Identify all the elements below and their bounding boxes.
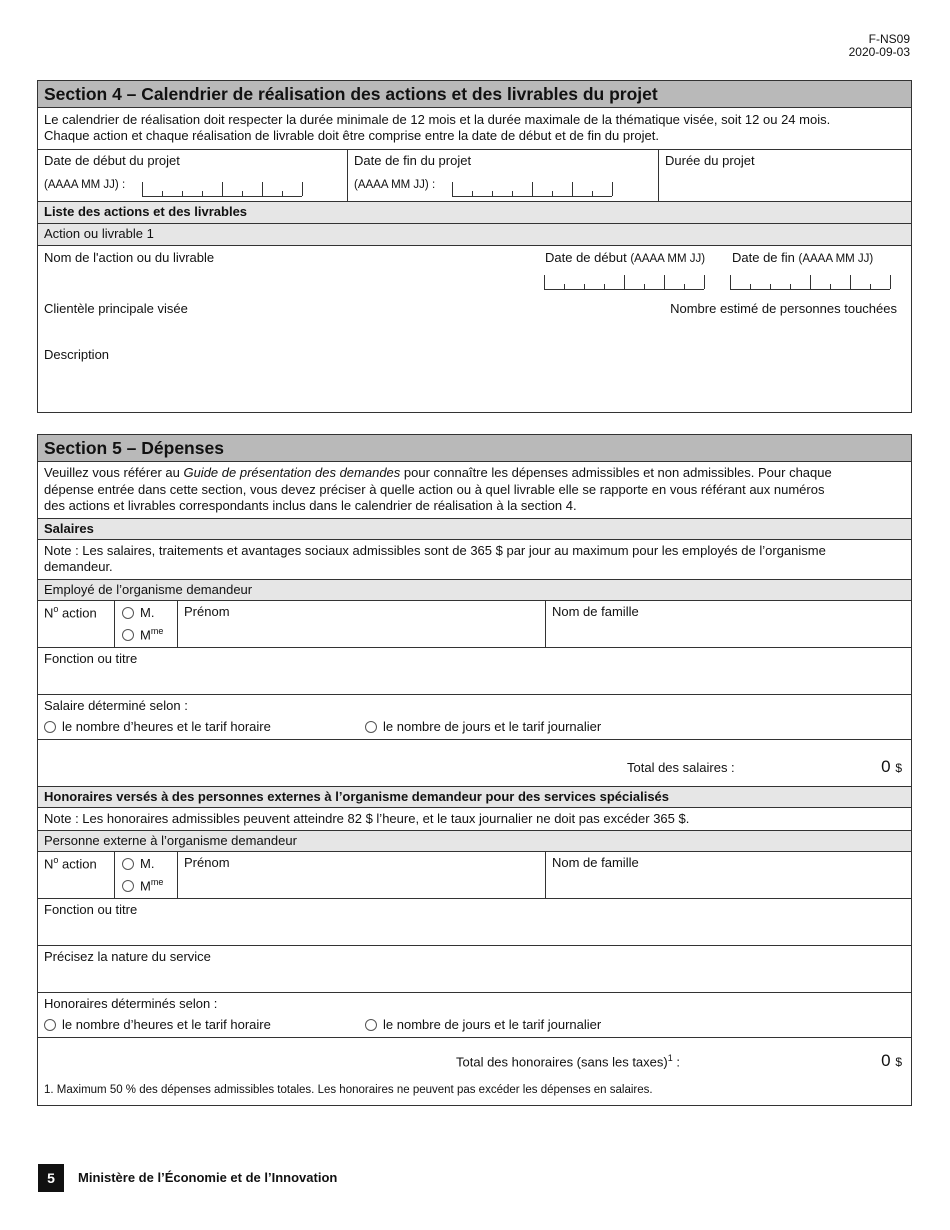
mrs-sup: me [150, 626, 164, 636]
action-end-label [732, 250, 873, 265]
intro-line-1 [44, 465, 905, 482]
no-label: N [44, 605, 54, 621]
action-name-label: Nom de l'action ou du livrable [44, 250, 215, 265]
footnote: 1. Maximum 50 % des dépenses admissibles totales. Les honoraires ne peuvent pas excéder les dépenses en salaires. [44, 1084, 653, 1096]
end-date-label: Date de fin du projet [354, 153, 472, 168]
action-1-heading: Action ou livrable 1 [38, 224, 911, 246]
start-date-format: (AAAA MM JJ) : [44, 179, 126, 191]
radio-icon[interactable] [122, 629, 134, 641]
salary-hours-option[interactable] [44, 719, 271, 734]
hours-label: le nombre d’heures et le tarif horaire [62, 1017, 271, 1032]
total-fees-colon: : [672, 1054, 680, 1070]
employee-name-row [38, 601, 911, 648]
hours-label: le nombre d’heures et le tarif horaire [62, 719, 271, 734]
total-salaries-number: 0 [881, 757, 891, 776]
description-label: Description [44, 347, 110, 362]
mr-label: M. [140, 605, 155, 620]
days-label: le nombre de jours et le tarif journalier [383, 1017, 602, 1032]
radio-icon[interactable] [365, 721, 377, 733]
days-label: le nombre de jours et le tarif journalier [383, 719, 602, 734]
employee-function-label: Fonction ou titre [44, 651, 138, 666]
radio-icon[interactable] [44, 1019, 56, 1031]
section-4-title: Section 4 – Calendrier de réalisation des actions et des livrables du projet [38, 81, 911, 108]
duration-label: Durée du projet [665, 153, 755, 168]
service-row[interactable] [38, 946, 911, 993]
intro-line-2: Chaque action et chaque réalisation de livrable doit être comprise entre la date de début et de fin du projet. [44, 128, 660, 143]
form-header [849, 33, 910, 59]
section-5-intro [38, 462, 911, 519]
total-salaries-value [881, 757, 902, 777]
salaries-note-line-2: demandeur. [44, 559, 113, 574]
fees-heading: Honoraires versés à des personnes externes à l’organisme demandeur pour des services spécialisés [38, 787, 911, 808]
intro-guide: Guide de présentation des demandes [183, 465, 401, 480]
section-5 [37, 434, 912, 1106]
intro-post: pour connaître les dépenses admissibles et non admissibles. Pour chaque [400, 465, 832, 480]
intro-line-3: des actions et livrables correspondants inclus dans le calendrier de réalisation à la section 4. [44, 498, 577, 513]
external-last-name-label: Nom de famille [552, 855, 639, 870]
intro-pre: Veuillez vous référer au [44, 465, 184, 480]
no-sup: o [53, 604, 59, 614]
action-start-format: (AAAA MM JJ) [630, 253, 706, 265]
employee-first-name-label: Prénom [184, 604, 230, 619]
form-code: F-NS09 [868, 32, 910, 46]
project-dates-row [38, 150, 911, 202]
page-number: 5 [38, 1164, 64, 1192]
total-fees-sup: 1 [667, 1053, 673, 1063]
total-salaries-row [38, 740, 911, 787]
external-function-row[interactable] [38, 899, 911, 946]
employee-action-number-label [44, 604, 97, 620]
salary-basis-row [38, 695, 911, 740]
mrs-sup: me [150, 877, 164, 887]
radio-icon[interactable] [122, 880, 134, 892]
salary-days-option[interactable] [365, 719, 601, 734]
salary-basis-label: Salaire déterminé selon : [44, 698, 188, 713]
end-date-input[interactable] [452, 182, 612, 197]
total-fees-text: Total des honoraires (sans les taxes) [456, 1054, 668, 1070]
action-start-input[interactable] [544, 275, 704, 290]
external-name-row [38, 852, 911, 899]
ministry-name: Ministère de l’Économie et de l’Innovation [78, 1170, 338, 1185]
fees-basis-label: Honoraires déterminés selon : [44, 996, 218, 1011]
section-4-intro [38, 108, 911, 150]
external-heading: Personne externe à l’organisme demandeur [38, 831, 911, 852]
currency: $ [895, 761, 902, 775]
client-label: Clientèle principale visée [44, 301, 188, 316]
section-4 [37, 80, 912, 413]
external-first-name-label: Prénom [184, 855, 230, 870]
start-date-input[interactable] [142, 182, 302, 197]
mr-label: M. [140, 856, 155, 871]
action-start-text: Date de début [545, 250, 627, 265]
no-tail: action [58, 856, 97, 872]
salaries-note [38, 540, 911, 580]
employee-function-row[interactable] [38, 648, 911, 695]
salaries-heading: Salaires [38, 519, 911, 540]
fees-note: Note : Les honoraires admissibles peuvent atteindre 82 $ l’heure, et le taux journalier ne doit pas excéder 365 $. [38, 808, 911, 831]
total-fees-number: 0 [881, 1051, 891, 1070]
employee-mr-option[interactable] [122, 605, 154, 620]
end-date-format: (AAAA MM JJ) : [354, 179, 436, 191]
intro-line-1: Le calendrier de réalisation doit respecter la durée minimale de 12 mois et la durée maximale de la thématique visée, soit 12 ou 24 mois. [44, 112, 831, 127]
no-label: N [44, 856, 54, 872]
external-mrs-option[interactable] [122, 877, 163, 893]
external-mr-option[interactable] [122, 856, 154, 871]
fees-basis-row [38, 993, 911, 1038]
employee-heading: Employé de l’organisme demandeur [38, 580, 911, 601]
people-label: Nombre estimé de personnes touchées [670, 301, 897, 316]
form-date: 2020-09-03 [848, 45, 910, 59]
fees-days-option[interactable] [365, 1017, 601, 1032]
total-salaries-label: Total des salaires : [627, 760, 735, 775]
action-start-label [545, 250, 705, 265]
radio-icon[interactable] [122, 858, 134, 870]
total-fees-label [456, 1053, 680, 1069]
mrs-label: M [140, 878, 151, 894]
external-action-number-label [44, 855, 97, 871]
intro-line-2: dépense entrée dans cette section, vous devez préciser à quelle action ou à quel livrable elle se rapporte en vous référant aux numéros [44, 481, 825, 497]
currency: $ [895, 1055, 902, 1069]
fees-hours-option[interactable] [44, 1017, 271, 1032]
service-label: Précisez la nature du service [44, 949, 211, 964]
employee-mrs-option[interactable] [122, 626, 163, 642]
start-date-label: Date de début du projet [44, 153, 180, 168]
action-end-input[interactable] [730, 275, 890, 290]
total-fees-row [38, 1038, 911, 1105]
action-end-text: Date de fin [732, 250, 795, 265]
employee-last-name-label: Nom de famille [552, 604, 639, 619]
radio-icon[interactable] [122, 607, 134, 619]
salaries-note-line-1: Note : Les salaires, traitements et avantages sociaux admissibles sont de 365 $ par jour au maximum pour les employés de l’organisme [44, 543, 826, 558]
mrs-label: M [140, 627, 151, 643]
total-fees-value [881, 1051, 902, 1071]
section-5-title: Section 5 – Dépenses [38, 435, 911, 462]
action-1-details [38, 246, 911, 431]
no-sup: o [53, 855, 59, 865]
actions-list-heading: Liste des actions et des livrables [38, 202, 911, 224]
radio-icon[interactable] [44, 721, 56, 733]
no-tail: action [58, 605, 97, 621]
action-end-format: (AAAA MM JJ) [798, 253, 874, 265]
radio-icon[interactable] [365, 1019, 377, 1031]
external-function-label: Fonction ou titre [44, 902, 138, 917]
